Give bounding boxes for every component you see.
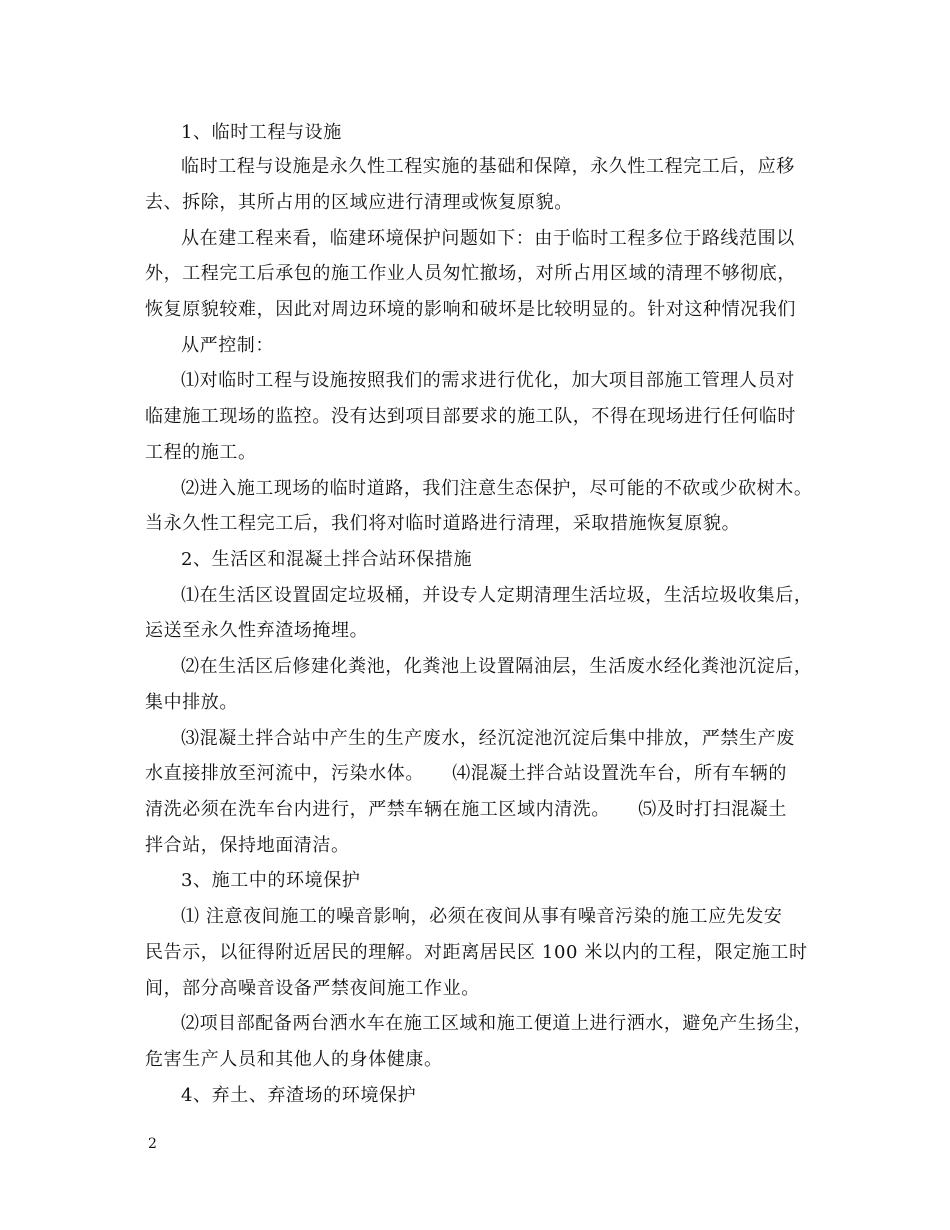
paragraph-line: ⑵在生活区后修建化粪池，化粪池上设置隔油层，生活废水经化粪池沉淀后，	[181, 656, 813, 677]
paragraph-line: 去、拆除，其所占用的区域应进行清理或恢复原貌。	[145, 192, 573, 213]
paragraph-line: 拌合站，保持地面清洁。	[145, 835, 350, 856]
heading-4: 4、弃土、弃渣场的环境保护	[181, 1085, 417, 1106]
paragraph-line: ⑵项目部配备两台洒水车在施工区域和施工便道上进行洒水，避免产生扬尘，	[181, 1013, 813, 1034]
paragraph-line: ⑴ 注意夜间施工的噪音影响，必须在夜间从事有噪音污染的施工应先发安	[181, 906, 783, 927]
paragraph-line: 集中排放。	[145, 692, 238, 713]
paragraph-line: 运送至永久性弃渣场掩埋。	[145, 620, 369, 641]
paragraph-line: 民告示，以征得附近居民的理解。对距离居民区 100 米以内的工程，限定施工时	[145, 942, 808, 963]
paragraph-line: 从严控制：	[181, 335, 274, 356]
paragraph-line: ⑴在生活区设置固定垃圾桶，并设专人定期清理生活垃圾，生活垃圾收集后，	[181, 585, 813, 606]
paragraph-line: 当永久性工程完工后，我们将对临时道路进行清理，采取措施恢复原貌。	[145, 513, 741, 534]
paragraph-line: 临时工程与设施是永久性工程实施的基础和保障，永久性工程完工后，应移	[181, 156, 795, 177]
paragraph-line: ⑴对临时工程与设施按照我们的需求进行优化，加大项目部施工管理人员对	[181, 370, 795, 391]
paragraph-line: 清洗必须在洗车台内进行，严禁车辆在施工区域内清洗。 ⑸及时打扫混凝土	[145, 799, 787, 820]
paragraph-line: 间，部分高噪音设备严禁夜间施工作业。	[145, 978, 480, 999]
paragraph-line: 危害生产人员和其他人的身体健康。	[145, 1049, 443, 1070]
paragraph-line: 工程的施工。	[145, 442, 257, 463]
heading-2: 2、生活区和混凝土拌合站环保措施	[181, 549, 473, 570]
heading-1: 1、临时工程与设施	[181, 122, 342, 143]
paragraph-line: 水直接排放至河流中，污染水体。 ⑷混凝土拌合站设置洗车台，所有车辆的	[145, 763, 787, 784]
paragraph-line: 外，工程完工后承包的施工作业人员匆忙撤场，对所占用区域的清理不够彻底，	[145, 263, 796, 284]
paragraph-line: 从在建工程来看，临建环境保护问题如下：由于临时工程多位于路线范围以	[181, 228, 795, 249]
paragraph-line: ⑵进入施工现场的临时道路，我们注意生态保护，尽可能的不砍或少砍树木。	[181, 478, 813, 499]
page-number: 2	[148, 1136, 157, 1152]
paragraph-line: ⑶混凝土拌合站中产生的生产废水，经沉淀池沉淀后集中排放，严禁生产废	[181, 728, 795, 749]
heading-3: 3、施工中的环境保护	[181, 870, 361, 891]
paragraph-line: 临建施工现场的监控。没有达到项目部要求的施工队，不得在现场进行任何临时	[145, 406, 796, 427]
paragraph-line: 恢复原貌较难，因此对周边环境的影响和破坏是比较明显的。针对这种情况我们	[145, 299, 796, 320]
